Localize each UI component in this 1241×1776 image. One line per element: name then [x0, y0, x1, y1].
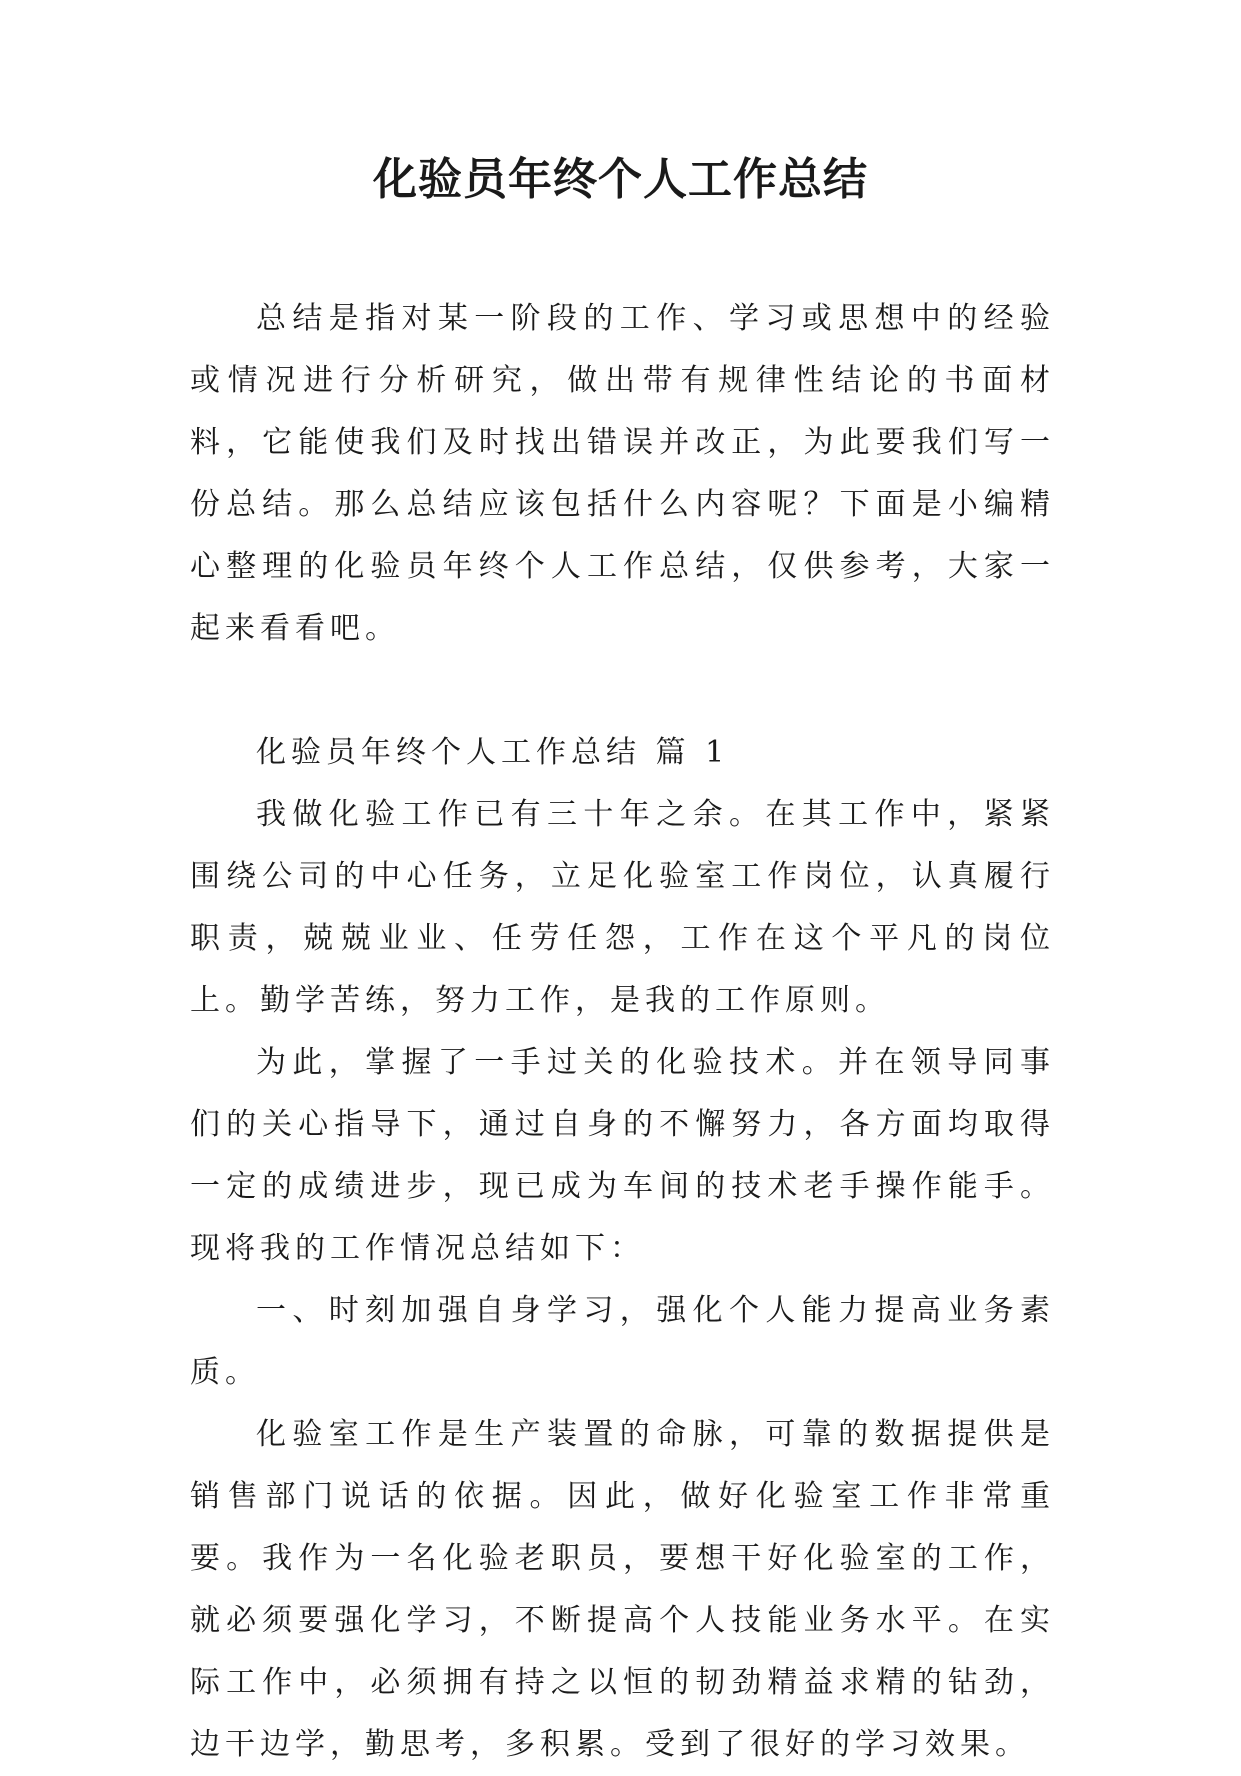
document-body [190, 288, 1055, 1776]
subheading-paragraph: 一、时刻加强自身学习，强化个人能力提高业务素质。 [190, 1293, 1055, 1390]
intro-paragraph: 总结是指对某一阶段的工作、学习或思想中的经验或情况进行分析研究，做出带有规律性结论的书面材料，它能使我们及时找出错误并改正，为此要我们写一份总结。那么总结应该包括什么内容呢？下面是小编精心整理的化验员年终个人工作总结，仅供参考，大家一起来看看吧。 [190, 301, 1055, 646]
body-paragraph: 我做化验工作已有三十年之余。在其工作中，紧紧围绕公司的中心任务，立足化验室工作岗位，认真履行职责，兢兢业业、任劳任怨，工作在这个平凡的岗位上。勤学苦练，努力工作，是我的工作原则。 [190, 797, 1055, 1018]
section-heading: 化验员年终个人工作总结 篇 1 [256, 735, 730, 770]
body-paragraph: 为此，掌握了一手过关的化验技术。并在领导同事们的关心指导下，通过自身的不懈努力，各方面均取得一定的成绩进步，现已成为车间的技术老手操作能手。现将我的工作情况总结如下： [190, 1045, 1055, 1266]
spacer [190, 660, 1055, 722]
body-paragraph: 化验室工作是生产装置的命脉，可靠的数据提供是销售部门说话的依据。因此，做好化验室工作非常重要。我作为一名化验老职员，要想干好化验室的工作，就必须要强化学习，不断提高个人技能业务水平。在实际工作中，必须拥有持之以恒的韧劲精益求精的钻劲，边干边学，勤思考，多积累。受到了很好的学习效果。 [190, 1417, 1055, 1762]
document-title: 化验员年终个人工作总结 [373, 154, 868, 205]
